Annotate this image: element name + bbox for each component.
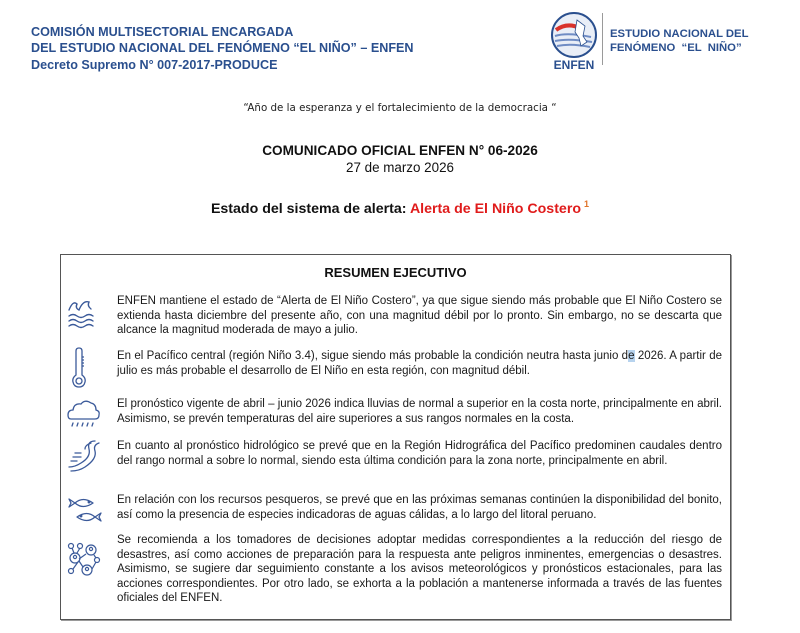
decree-line: Decreto Supremo N° 007-2017-PRODUCE (31, 57, 278, 72)
summary-text: En relación con los recursos pesqueros, se prevé que en las próximas semanas continúen la disponibilidad del bonito, así como la presencia de especies indicadoras de aguas cálidas, a lo largo del litoral peruano. (117, 494, 722, 521)
communique-date: 27 de marzo 2026 (346, 160, 454, 175)
selected-text: e (628, 350, 635, 362)
enfen-logo (547, 10, 605, 72)
network-people-icon (65, 541, 105, 581)
brand-line: ESTUDIO NACIONAL DEL (610, 28, 749, 40)
footnote-marker[interactable]: 1 (584, 199, 590, 209)
text-segment: 2026. A partir de julio es más probable el desarrollo de El Niño en esta región, con magnitud débil. (117, 350, 723, 377)
alert-label: Estado del sistema de alerta: (210, 201, 407, 217)
alert-status-line (0, 199, 800, 217)
rain-cloud-icon (65, 395, 105, 435)
alert-status: Alerta de El Niño Costero (409, 201, 582, 217)
summary-text (117, 349, 722, 378)
summary-text: El pronóstico vigente de abril – junio 2026 indica lluvias de normal a superior en la costa norte, principalmente en abril. Asimismo, se prevén temperaturas del aire superiores a sus rangos normales en la costa. (117, 398, 722, 425)
summary-text: Se recomienda a los tomadores de decisiones adoptar medidas correspondientes a la reducción del riesgo de desastres, así como acciones de preparación para la respuesta ante peligros inminentes, emergencias o desastres. Asimismo, se sugiere dar seguimiento constante a los avisos meteorológicos y pronósticos estacionales, para las acciones correspondientes. Por otro lado, se exhorta a la población a mantenerse informada a través de las fuentes oficiales del ENFEN. (117, 534, 722, 605)
thermometer-icon (65, 347, 105, 389)
brand-line: FENÓMENO “EL NIÑO” (610, 42, 742, 54)
logo-wordmark: ENFEN (553, 58, 595, 72)
communique-title: COMUNICADO OFICIAL ENFEN N° 06-2026 (262, 143, 538, 158)
summary-text: En cuanto al pronóstico hidrológico se prevé que en la Región Hidrográfica del Pacífico predominen caudales dentro del rango normal a sobre lo normal, siendo esta última condición para la zona norte, principalmente en abril. (117, 440, 722, 467)
fish-icon (65, 493, 105, 533)
summary-title: RESUMEN EJECUTIVO (324, 265, 467, 280)
waves-icon (65, 296, 105, 336)
summary-text: ENFEN mantiene el estado de “Alerta de El Niño Costero”, ya que sigue siendo más probable que El Niño Costero se extienda hasta diciembre del presente año, con una magnitud débil por lo pronto. Sin embargo, no se descarta que alcance la magnitud moderada de mayo a julio. (117, 295, 722, 337)
logo-divider (602, 13, 603, 65)
org-line: DEL ESTUDIO NACIONAL DEL FENÓMENO “EL NIÑO” – ENFEN (31, 41, 414, 56)
river-icon (65, 437, 105, 477)
executive-summary-box (60, 254, 731, 620)
brand-name (610, 27, 749, 55)
year-motto: “Año de la esperanza y el fortalecimiento de la democracia “ (243, 102, 557, 114)
text-segment: En el Pacífico central (región Niño 3.4), sigue siendo más probable la condición neutra hasta junio d (117, 350, 629, 362)
org-line: COMISIÓN MULTISECTORIAL ENCARGADA (31, 25, 294, 39)
organization-header (31, 24, 414, 73)
